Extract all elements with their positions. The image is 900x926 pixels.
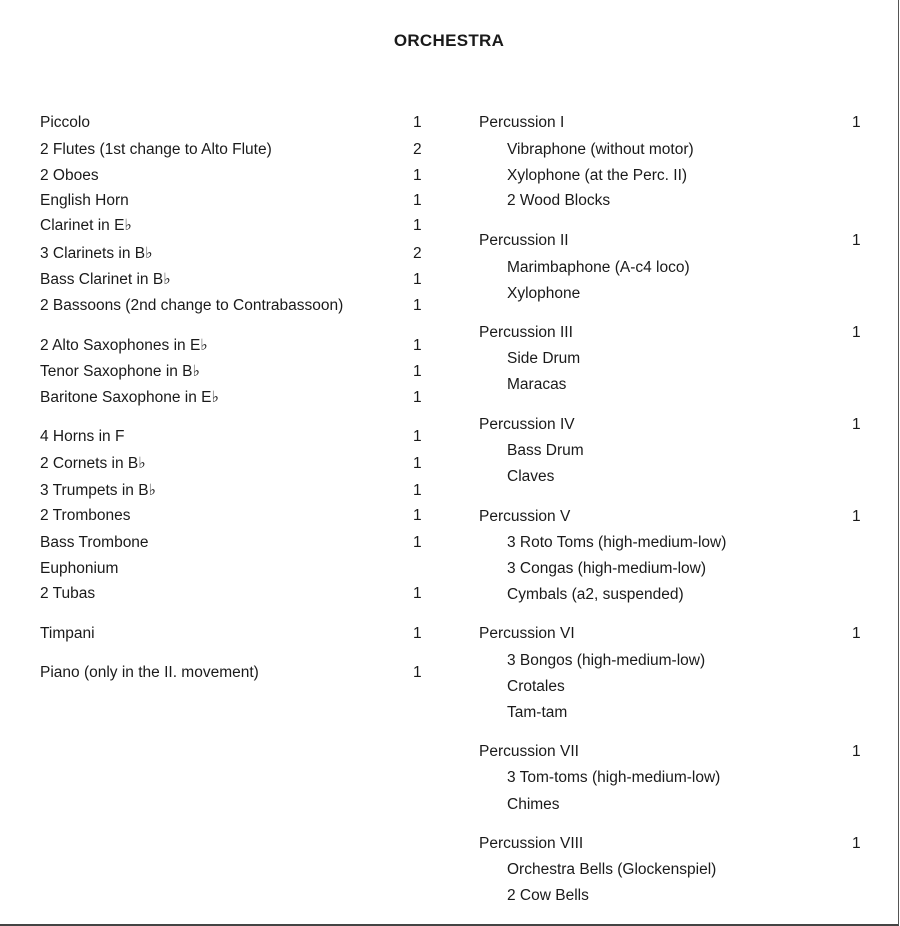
percussion-instrument: Xylophone — [507, 285, 581, 302]
percussion-group-count: 1 — [852, 835, 861, 852]
instrument-name: 2 Trombones — [40, 507, 131, 524]
percussion-instrument: Bass Drum — [507, 442, 584, 459]
instrument-count: 1 — [413, 217, 422, 234]
instrument-name: Bass Trombone — [40, 534, 149, 551]
instrument-name: Tenor Saxophone in B♭ — [40, 363, 200, 380]
instrument-name: Piano (only in the II. movement) — [40, 664, 259, 681]
instrument-count: 1 — [413, 455, 422, 472]
percussion-group-name: Percussion V — [479, 508, 571, 525]
instrument-count: 1 — [413, 363, 422, 380]
percussion-instrument: Cymbals (a2, suspended) — [507, 586, 684, 603]
instrument-count: 2 — [413, 141, 422, 158]
instrument-name: 2 Tubas — [40, 585, 96, 602]
instrument-count: 1 — [413, 297, 422, 314]
percussion-group-name: Percussion VII — [479, 743, 579, 760]
percussion-group-name: Percussion II — [479, 232, 569, 249]
instrument-count: 1 — [413, 534, 422, 551]
instrument-count: 1 — [413, 389, 422, 406]
percussion-instrument: Crotales — [507, 678, 565, 695]
instrument-count: 1 — [413, 625, 422, 642]
percussion-instrument: 2 Cow Bells — [507, 887, 589, 904]
instrument-count: 1 — [413, 271, 422, 288]
instrument-name: 4 Horns in F — [40, 428, 125, 445]
instrument-name: 2 Cornets in B♭ — [40, 455, 146, 472]
instrument-name: Clarinet in E♭ — [40, 217, 132, 234]
instrument-count: 1 — [413, 585, 422, 602]
percussion-instrument: Chimes — [507, 796, 560, 813]
instrument-name: 2 Oboes — [40, 167, 99, 184]
instrument-count: 1 — [413, 192, 422, 209]
percussion-group-count: 1 — [852, 416, 861, 433]
percussion-group-count: 1 — [852, 232, 861, 249]
instrument-name: 3 Clarinets in B♭ — [40, 245, 153, 262]
instrument-count: 1 — [413, 507, 422, 524]
percussion-instrument: Tam-tam — [507, 704, 568, 721]
instrument-count: 1 — [413, 114, 422, 131]
percussion-group-count: 1 — [852, 114, 861, 131]
instrument-name: Baritone Saxophone in E♭ — [40, 389, 219, 406]
instrument-count: 1 — [413, 167, 422, 184]
instrument-name: Euphonium — [40, 560, 119, 577]
percussion-instrument: Xylophone (at the Perc. II) — [507, 167, 688, 184]
percussion-group-count: 1 — [852, 743, 861, 760]
percussion-instrument: Maracas — [507, 376, 567, 393]
percussion-group-name: Percussion III — [479, 324, 573, 341]
instrument-name: Piccolo — [40, 114, 90, 131]
percussion-group-name: Percussion VI — [479, 625, 575, 642]
page-title: ORCHESTRA — [393, 31, 505, 50]
percussion-instrument: 3 Tom-toms (high-medium-low) — [507, 769, 721, 786]
instrument-name: English Horn — [40, 192, 129, 209]
percussion-group-name: Percussion VIII — [479, 835, 584, 852]
instrument-name: Timpani — [40, 625, 95, 642]
percussion-instrument: 3 Roto Toms (high-medium-low) — [507, 534, 727, 551]
percussion-instrument: Vibraphone (without motor) — [507, 141, 694, 158]
instrument-count: 1 — [413, 337, 422, 354]
percussion-group-count: 1 — [852, 508, 861, 525]
instrument-name: 3 Trumpets in B♭ — [40, 482, 156, 499]
percussion-instrument: Orchestra Bells (Glockenspiel) — [507, 861, 717, 878]
percussion-instrument: Side Drum — [507, 350, 581, 367]
instrument-name: 2 Bassoons (2nd change to Contrabassoon) — [40, 297, 344, 314]
instrument-name: 2 Alto Saxophones in E♭ — [40, 337, 208, 354]
percussion-instrument: 3 Congas (high-medium-low) — [507, 560, 706, 577]
instrument-name: 2 Flutes (1st change to Alto Flute) — [40, 141, 272, 158]
instrument-name: Bass Clarinet in B♭ — [40, 271, 171, 288]
percussion-instrument: Marimbaphone (A-c4 loco) — [507, 259, 690, 276]
percussion-group-name: Percussion IV — [479, 416, 575, 433]
instrument-count: 1 — [413, 428, 422, 445]
instrument-count: 1 — [413, 482, 422, 499]
percussion-group-count: 1 — [852, 324, 861, 341]
percussion-group-name: Percussion I — [479, 114, 565, 131]
instrument-count: 2 — [413, 245, 422, 262]
instrument-count: 1 — [413, 664, 422, 681]
percussion-instrument: 3 Bongos (high-medium-low) — [507, 652, 706, 669]
percussion-instrument: Claves — [507, 468, 555, 485]
percussion-group-count: 1 — [852, 625, 861, 642]
percussion-instrument: 2 Wood Blocks — [507, 192, 611, 209]
